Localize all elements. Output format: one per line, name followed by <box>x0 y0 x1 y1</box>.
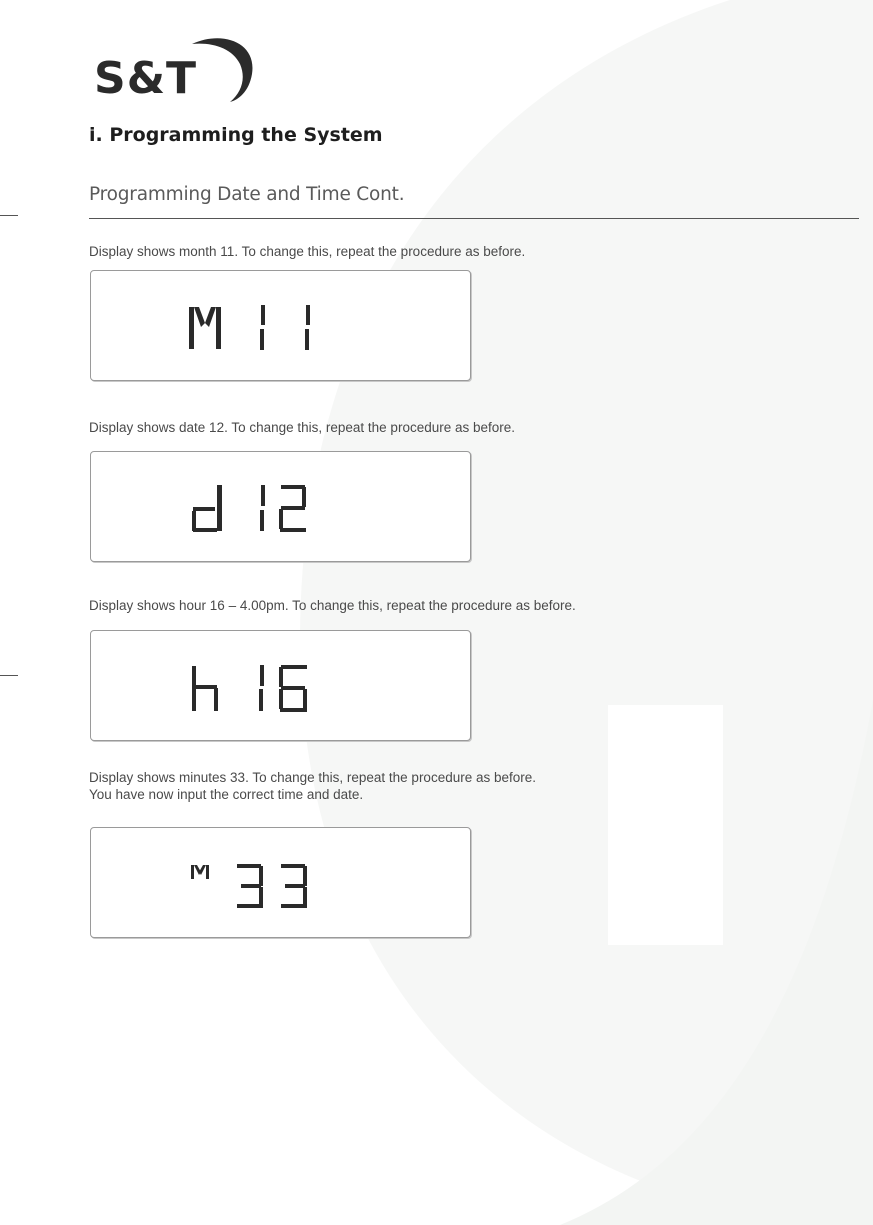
crop-mark <box>0 675 18 676</box>
lcd-display <box>90 827 471 938</box>
step-line: Display shows minutes 33. To change this, repeat the procedure as before. <box>89 770 537 785</box>
lcd-display <box>90 451 471 562</box>
step-line: You have now input the correct time and date. <box>89 787 364 802</box>
step-line: Display shows hour 16 – 4.00pm. To change this, repeat the procedure as before. <box>89 598 576 613</box>
lcd-digits <box>91 828 470 937</box>
step-instruction <box>89 597 576 614</box>
step-instruction <box>89 769 536 803</box>
step-instruction <box>89 419 515 436</box>
lcd-display <box>90 630 471 741</box>
divider <box>89 218 859 219</box>
lcd-digits <box>91 631 470 740</box>
page-subtitle: Programming Date and Time Cont. <box>89 184 405 205</box>
lcd-digits <box>91 452 470 561</box>
section-title: i. Programming the System <box>89 124 383 146</box>
lcd-digits <box>91 271 470 380</box>
step-line: Display shows month 11. To change this, repeat the procedure as before. <box>89 244 526 259</box>
step-line: Display shows date 12. To change this, repeat the procedure as before. <box>89 420 516 435</box>
brand-logo <box>92 34 258 104</box>
step-instruction <box>89 243 525 260</box>
logo-text: S&T <box>94 53 198 104</box>
lcd-display <box>90 270 471 381</box>
crop-mark <box>0 215 18 216</box>
